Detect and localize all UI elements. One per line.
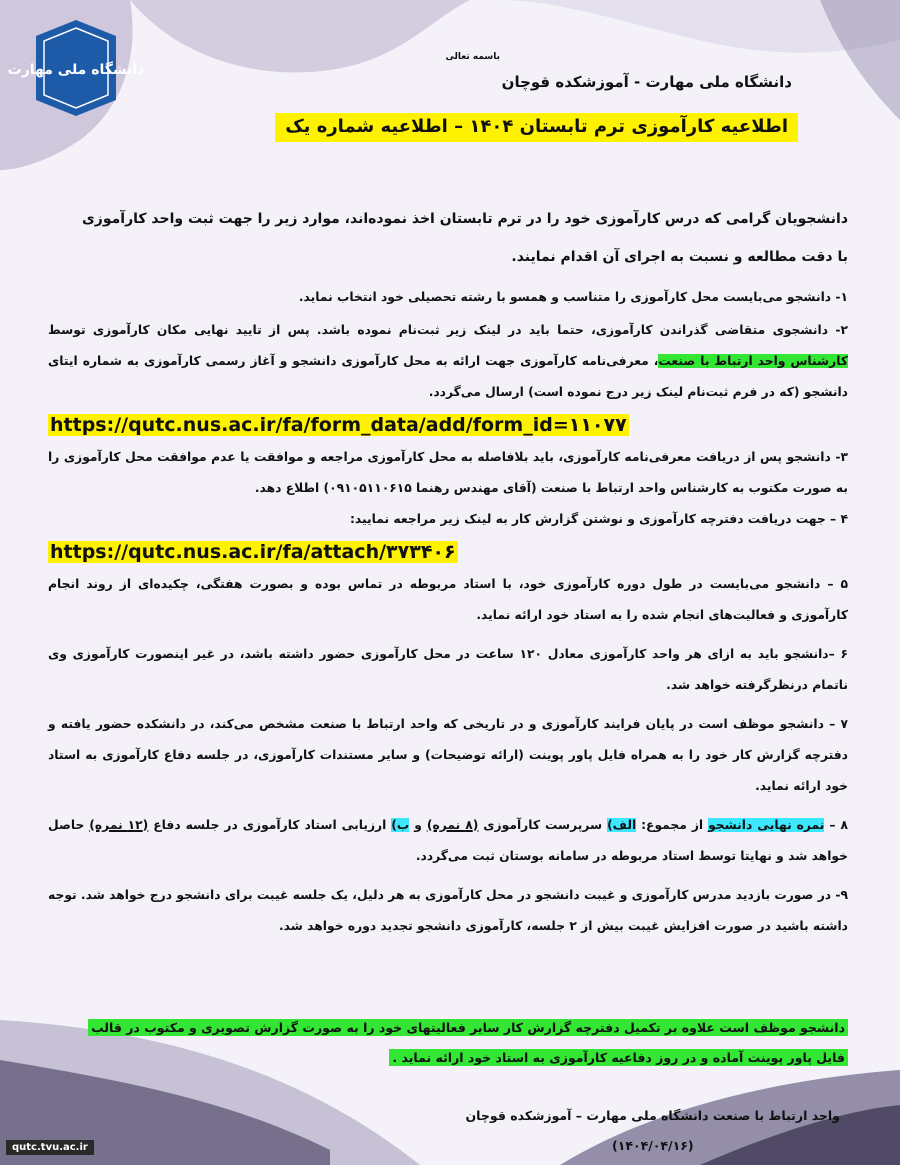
attachment-link[interactable] <box>48 535 848 569</box>
item8-text-c: و <box>409 818 427 832</box>
site-watermark: qutc.tvu.ac.ir <box>6 1140 94 1155</box>
item8-number: ۸ – <box>824 818 849 832</box>
part-b-highlight: ب) <box>391 818 410 832</box>
supervisor-points: (۸ نمره) <box>426 818 479 832</box>
institute-name: دانشگاه ملی مهارت - آموزشکده قوچان <box>501 73 792 91</box>
footer-unit: واحد ارتباط با صنعت دانشگاه ملی مهارت – آموزشکده قوچان <box>465 1108 840 1123</box>
instruction-item-1: ۱- دانشجو می‌بایست محل کارآموزی را متناسب و همسو با رشته تحصیلی خود انتخاب نماید. <box>298 290 848 304</box>
final-grade-highlight: نمره نهایی دانشجو <box>708 818 825 832</box>
attachment-link-text[interactable]: https://qutc.nus.ac.ir/fa/attach/۳۷۳۴۰۶ <box>50 541 456 563</box>
item2-highlight: کارشناس واحد ارتباط با صنعت <box>658 354 848 368</box>
instruction-item-2 <box>48 315 848 408</box>
instruction-item-7: ۷ – دانشجو موظف است در پایان فرایند کارآموزی و در تاریخی که واحد ارتباط با صنعت مشخص می‌کند، در دانشکده حضور یافته و دفترچه گزارش کار خود را به همراه فایل پاور پوینت (ارائه توضیحات) و سایر مستندات کارآموزی، در جلسه دفاع کارآموزی به استاد خود ارائه نماید. <box>48 717 848 793</box>
instruction-item-3: ۳- دانشجو پس از دریافت معرفی‌نامه کارآموزی، باید بلافاصله به محل کارآموزی مراجعه و موافقت یا عدم موافقت محل کارآموزی را به صورت مکتوب به کارشناس واحد ارتباط با صنعت (آقای مهندس رهنما ۰۹۱۰۵۱۱۰۶۱۵) اطلاع دهد. <box>48 450 848 495</box>
instruction-list <box>48 282 848 942</box>
instructor-points: (۱۲ نمره) <box>89 818 149 832</box>
item8-text-a: از مجموع: <box>636 818 709 832</box>
instruction-item-4: ۴ – جهت دریافت دفترچه کارآموزی و نوشتن گزارش کار به لینک زیر مراجعه نمایید: <box>350 512 848 526</box>
item8-text-d: ارزیابی استاد کارآموزی در جلسه دفاع <box>148 818 392 832</box>
intro-line-1: دانشجویان گرامی که درس کارآموزی خود را در ترم تابستان اخذ نموده‌اند، موارد زیر را جهت ثبت واحد کارآموزی <box>81 211 848 227</box>
item2-text-start: ۲- دانشجوی متقاضی گذراندن کارآموزی، حتما باید در لینک زیر ثبت‌نام نموده باشد. پس از تایید نهایی مکان کارآموزی توسط <box>48 323 848 337</box>
registration-link[interactable] <box>48 408 848 442</box>
note-line-2: فایل پاور پوینت آماده و در روز دفاعیه کارآموزی به استاد خود ارائه نماید . <box>389 1049 848 1066</box>
intro-line-2: با دقت مطالعه و نسبت به اجرای آن اقدام نمایند. <box>511 249 848 265</box>
item8-text-b: سرپرست کارآموزی <box>478 818 608 832</box>
intro-paragraph <box>48 200 848 276</box>
registration-link-text[interactable]: https://qutc.nus.ac.ir/fa/form_data/add/form_id=۱۱۰۷۷ <box>50 414 627 436</box>
item2-text-end: ، معرفی‌نامه کارآموزی جهت ارائه به محل کارآموزی دانشجو و آغاز رسمی کارآموزی به شماره ایتای دانشجو (که در فرم ثبت‌نام لینک زیر درج نموده است) ارسال می‌گردد. <box>48 354 848 399</box>
note-line-1: دانشجو موظف است علاوه بر تکمیل دفترچه گزارش کار سایر فعالیتهای خود را به صورت گزارش تصویری و مکتوب در قالب <box>88 1019 848 1036</box>
instruction-item-5: ۵ – دانشجو می‌بایست در طول دوره کارآموزی خود، با استاد مربوطه در تماس بوده و بصورت هفتگی، چکیده‌ای از روند انجام کارآموزی و فعالیت‌های انجام شده را به استاد خود ارائه نماید. <box>48 577 848 622</box>
university-logo <box>7 18 145 118</box>
logo-text: دانشگاه ملی مهارت <box>7 62 145 78</box>
page-title: اطلاعیه کارآموزی ترم تابستان ۱۴۰۴ – اطلاعیه شماره یک <box>275 113 798 142</box>
instruction-item-9: ۹- در صورت بازدید مدرس کارآموزی و غیبت دانشجو در محل کارآموزی به هر دلیل، یک جلسه غیبت برای دانشجو درج خواهد شد. توجه داشته باشید در صورت افزایش غیبت بیش از ۲ جلسه، کارآموزی دانشجو تجدید دوره خواهد شد. <box>48 888 848 933</box>
instruction-item-6: ۶ –دانشجو باید به ازای هر واحد کارآموزی معادل ۱۲۰ ساعت در محل کارآموزی حضور داشته باشد، در غیر اینصورت کارآموزی وی ناتمام درنظرگرفته خواهد شد. <box>48 647 848 692</box>
item8-text-e: حاصل خواهد شد و نهایتا توسط استاد مربوطه در سامانه بوستان ثبت می‌گردد. <box>48 818 848 863</box>
footer-date: (۱۴۰۴/۰۴/۱۶) <box>612 1138 694 1153</box>
bismillah: باسمه تعالی <box>445 52 500 62</box>
part-a-highlight: الف) <box>607 818 637 832</box>
important-note <box>48 1013 848 1073</box>
instruction-item-8 <box>48 810 848 872</box>
